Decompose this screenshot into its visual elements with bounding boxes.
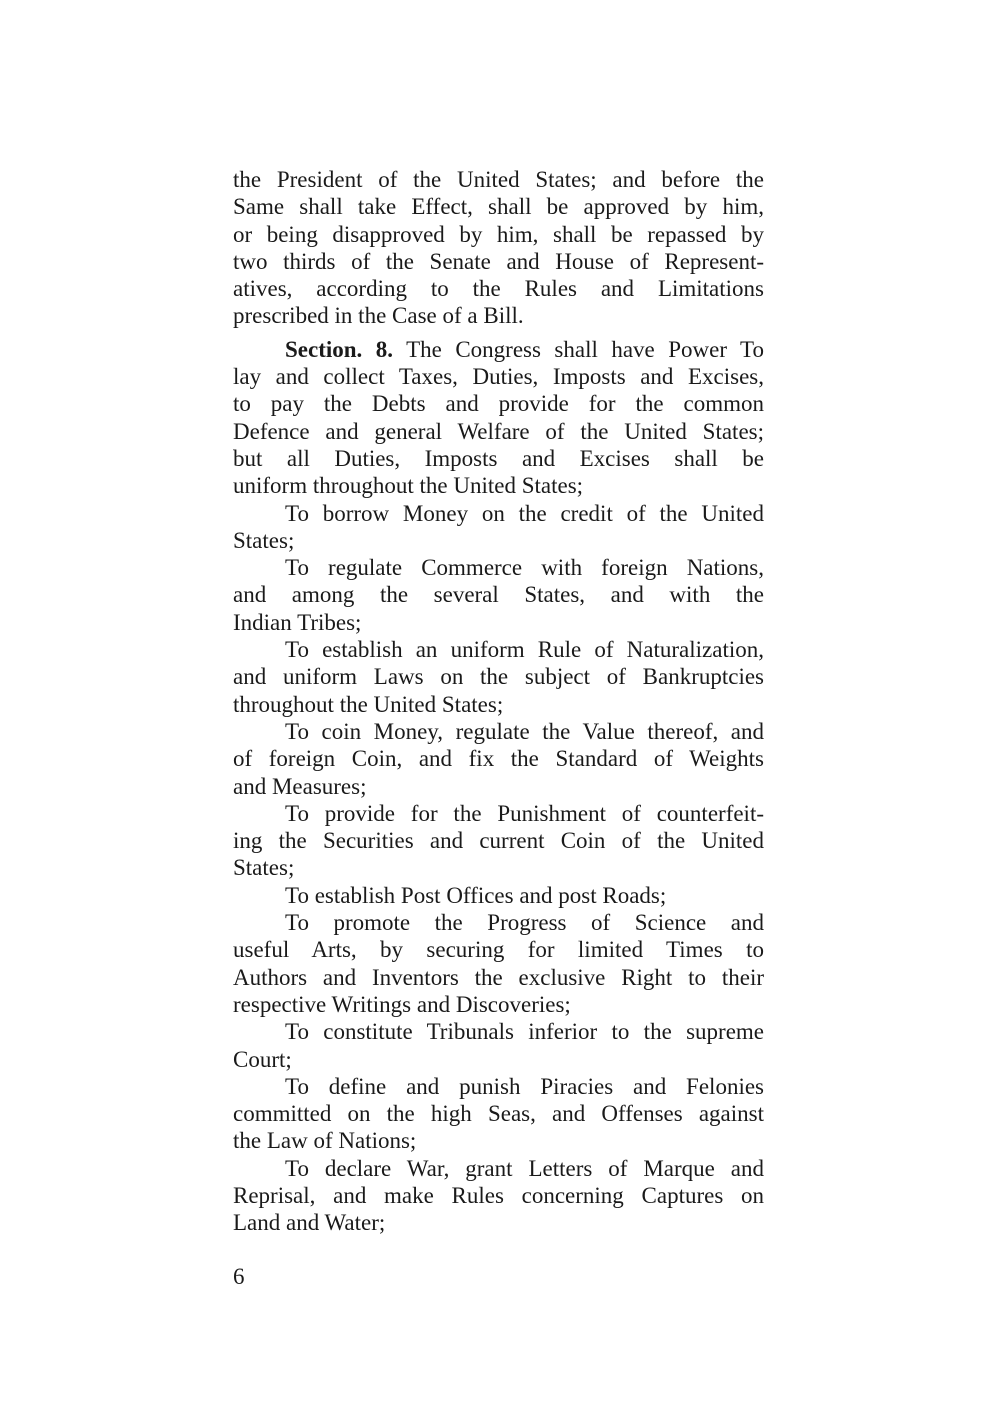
text-line	[233, 336, 764, 363]
text-line	[233, 166, 764, 193]
text-line	[233, 527, 764, 554]
line-text: To define and punish Piracies and Felonies	[285, 1073, 764, 1099]
paragraph	[233, 166, 764, 330]
text-line	[233, 275, 764, 302]
section-paragraph	[233, 336, 764, 500]
paragraph	[233, 1018, 764, 1073]
text-line	[233, 964, 764, 991]
line-text: and among the several States, and with the	[233, 582, 764, 608]
line-text: committed on the high Seas, and Offenses against	[233, 1101, 764, 1127]
line-text: lay and collect Taxes, Duties, Imposts and Excises,	[233, 364, 764, 390]
line-text: To borrow Money on the credit of the United	[285, 500, 764, 526]
text-line	[233, 302, 764, 329]
line-text: To promote the Progress of Science and	[285, 910, 764, 936]
page-number: 6	[233, 1264, 245, 1289]
line-text: Indian Tribes;	[233, 609, 362, 635]
text-line	[233, 1073, 764, 1100]
text-line	[233, 1018, 764, 1045]
line-text: To establish an uniform Rule of Naturalization,	[285, 637, 764, 663]
text-line	[233, 1127, 764, 1154]
text-line	[233, 193, 764, 220]
text-line	[233, 827, 764, 854]
paragraph	[233, 882, 764, 909]
text-line	[233, 1100, 764, 1127]
line-text: Authors and Inventors the exclusive Right to their	[233, 964, 764, 990]
text-line	[233, 909, 764, 936]
text-line	[233, 773, 764, 800]
text-line	[233, 609, 764, 636]
line-text: Land and Water;	[233, 1210, 386, 1236]
line-text: To constitute Tribunals inferior to the supreme	[285, 1019, 764, 1045]
line-text: useful Arts, by securing for limited Times to	[233, 937, 764, 963]
section-heading: Section. 8.	[285, 336, 394, 362]
text-line	[233, 691, 764, 718]
line-text: To declare War, grant Letters of Marque and	[285, 1155, 764, 1181]
text-line	[233, 800, 764, 827]
paragraph	[233, 909, 764, 1018]
line-text: Same shall take Effect, shall be approved by him,	[233, 194, 764, 220]
text-line	[233, 1155, 764, 1182]
line-text: To establish Post Offices and post Roads;	[285, 882, 667, 908]
paragraph	[233, 1073, 764, 1155]
text-line	[233, 745, 764, 772]
line-text: uniform throughout the United States;	[233, 473, 584, 499]
line-text: and Measures;	[233, 773, 367, 799]
text-line	[233, 663, 764, 690]
line-text: ing the Securities and current Coin of the United	[233, 828, 764, 854]
line-text: To regulate Commerce with foreign Nations,	[285, 555, 764, 581]
line-text: States;	[233, 855, 295, 881]
text-line	[233, 248, 764, 275]
paragraph	[233, 554, 764, 636]
text-line	[233, 554, 764, 581]
line-text: throughout the United States;	[233, 691, 504, 717]
text-line	[233, 1182, 764, 1209]
line-text: atives, according to the Rules and Limitations	[233, 276, 764, 302]
text-line	[233, 1209, 764, 1236]
line-text: but all Duties, Imposts and Excises shall be	[233, 445, 764, 471]
text-line	[233, 991, 764, 1018]
paragraph	[233, 500, 764, 555]
line-text: prescribed in the Case of a Bill.	[233, 303, 524, 329]
line-text: To coin Money, regulate the Value thereof, and	[285, 718, 764, 744]
paragraph	[233, 800, 764, 882]
text-line	[233, 418, 764, 445]
line-text: Reprisal, and make Rules concerning Captures on	[233, 1182, 764, 1208]
line-text: the Law of Nations;	[233, 1128, 417, 1154]
text-line	[233, 1046, 764, 1073]
text-line	[233, 581, 764, 608]
line-text: Court;	[233, 1046, 292, 1072]
line-text: to pay the Debts and provide for the common	[233, 391, 764, 417]
line-text: the President of the United States; and before the	[233, 167, 764, 192]
text-line	[233, 882, 764, 909]
text-line	[233, 936, 764, 963]
line-text: or being disapproved by him, shall be repassed by	[233, 221, 764, 247]
text-line	[233, 472, 764, 499]
line-text: respective Writings and Discoveries;	[233, 991, 571, 1017]
line-text: To provide for the Punishment of counterfeit-	[285, 800, 764, 826]
text-line	[233, 636, 764, 663]
paragraph	[233, 636, 764, 718]
text-line	[233, 500, 764, 527]
text-line	[233, 390, 764, 417]
paragraph	[233, 1155, 764, 1237]
line-text: The Congress shall have Power To	[393, 336, 764, 362]
document-body	[233, 166, 764, 1237]
text-line	[233, 854, 764, 881]
text-line	[233, 221, 764, 248]
text-line	[233, 718, 764, 745]
line-text: two thirds of the Senate and House of Represent-	[233, 248, 764, 274]
line-text: Defence and general Welfare of the United States;	[233, 418, 764, 444]
text-line	[233, 363, 764, 390]
line-text: of foreign Coin, and fix the Standard of Weights	[233, 746, 764, 772]
line-text: States;	[233, 527, 295, 553]
paragraph	[233, 718, 764, 800]
text-line	[233, 445, 764, 472]
line-text: and uniform Laws on the subject of Bankruptcies	[233, 664, 764, 690]
